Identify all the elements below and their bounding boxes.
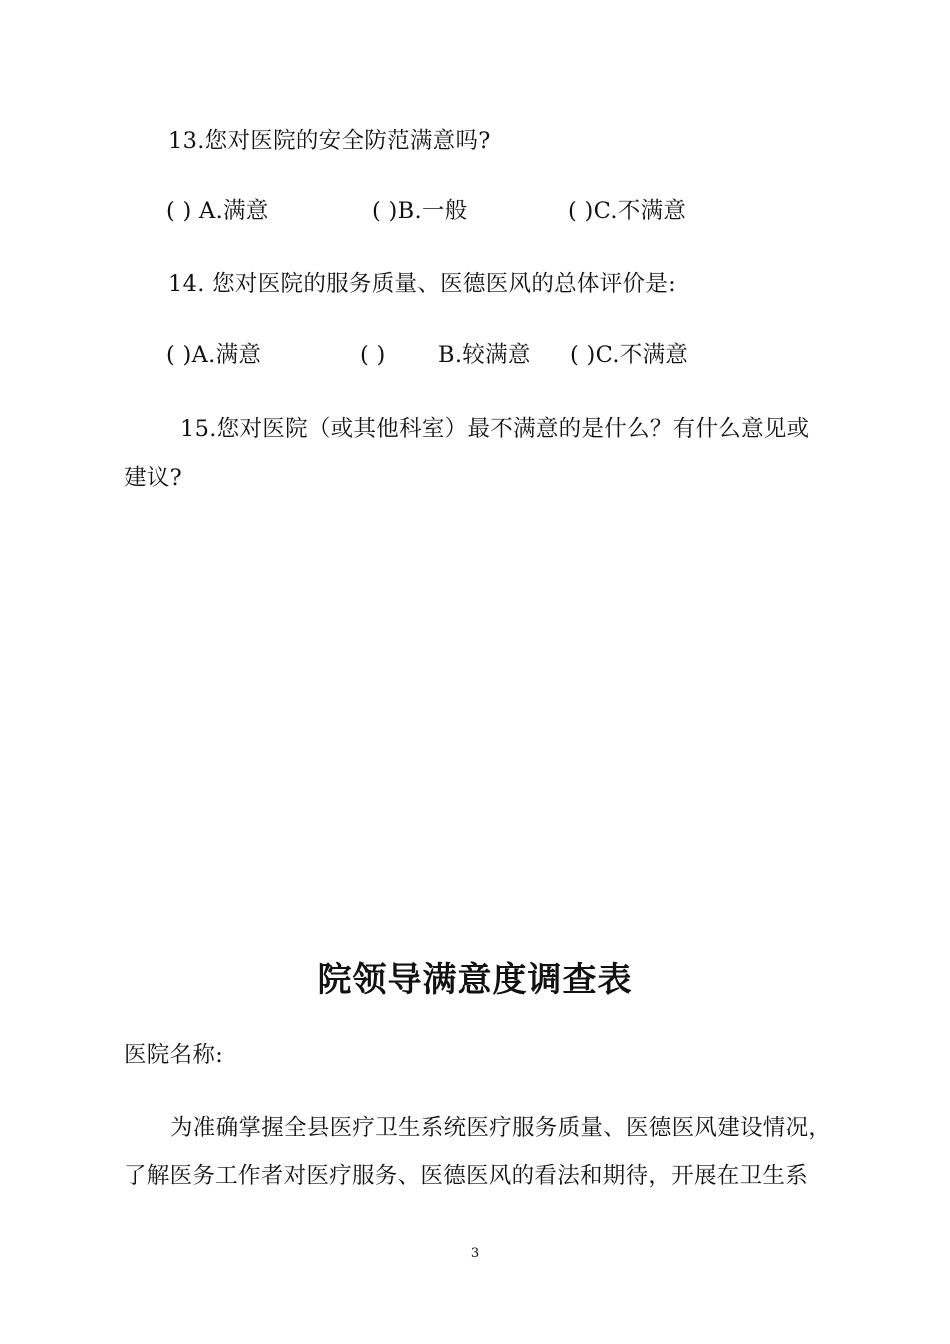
question-13-text: 13.您对医院的安全防范满意吗? — [168, 128, 491, 154]
q13-option-c[interactable]: ( )C.不满意 — [568, 198, 687, 224]
question-13-options — [0, 196, 950, 226]
page-number: 3 — [470, 1246, 480, 1261]
q14-option-b-checkbox[interactable]: ( ) — [360, 342, 386, 368]
q13-option-a[interactable]: ( ) A.满意 — [166, 198, 269, 224]
intro-paragraph-line1: 为准确掌握全县医疗卫生系统医疗服务质量、医德医风建设情况， — [170, 1115, 832, 1141]
question-14-options — [0, 340, 950, 370]
q13-option-b[interactable]: ( )B.一般 — [372, 198, 468, 224]
q14-option-a[interactable]: ( )A.满意 — [166, 342, 262, 368]
hospital-name-label: 医院名称: — [124, 1042, 224, 1068]
question-15-text-line2: 建议? — [124, 465, 182, 491]
intro-paragraph-line2: 了解医务工作者对医疗服务、医德医风的看法和期待，开展在卫生系 — [124, 1163, 809, 1189]
question-14-text: 14. 您对医院的服务质量、医德医风的总体评价是: — [168, 271, 677, 297]
q14-option-c[interactable]: ( )C.不满意 — [570, 342, 689, 368]
question-15-text-line1: 15.您对医院（或其他科室）最不满意的是什么？有什么意见或 — [180, 416, 810, 442]
survey-title: 院领导满意度调查表 — [317, 960, 633, 1000]
q14-option-b-label: B.较满意 — [438, 342, 531, 368]
